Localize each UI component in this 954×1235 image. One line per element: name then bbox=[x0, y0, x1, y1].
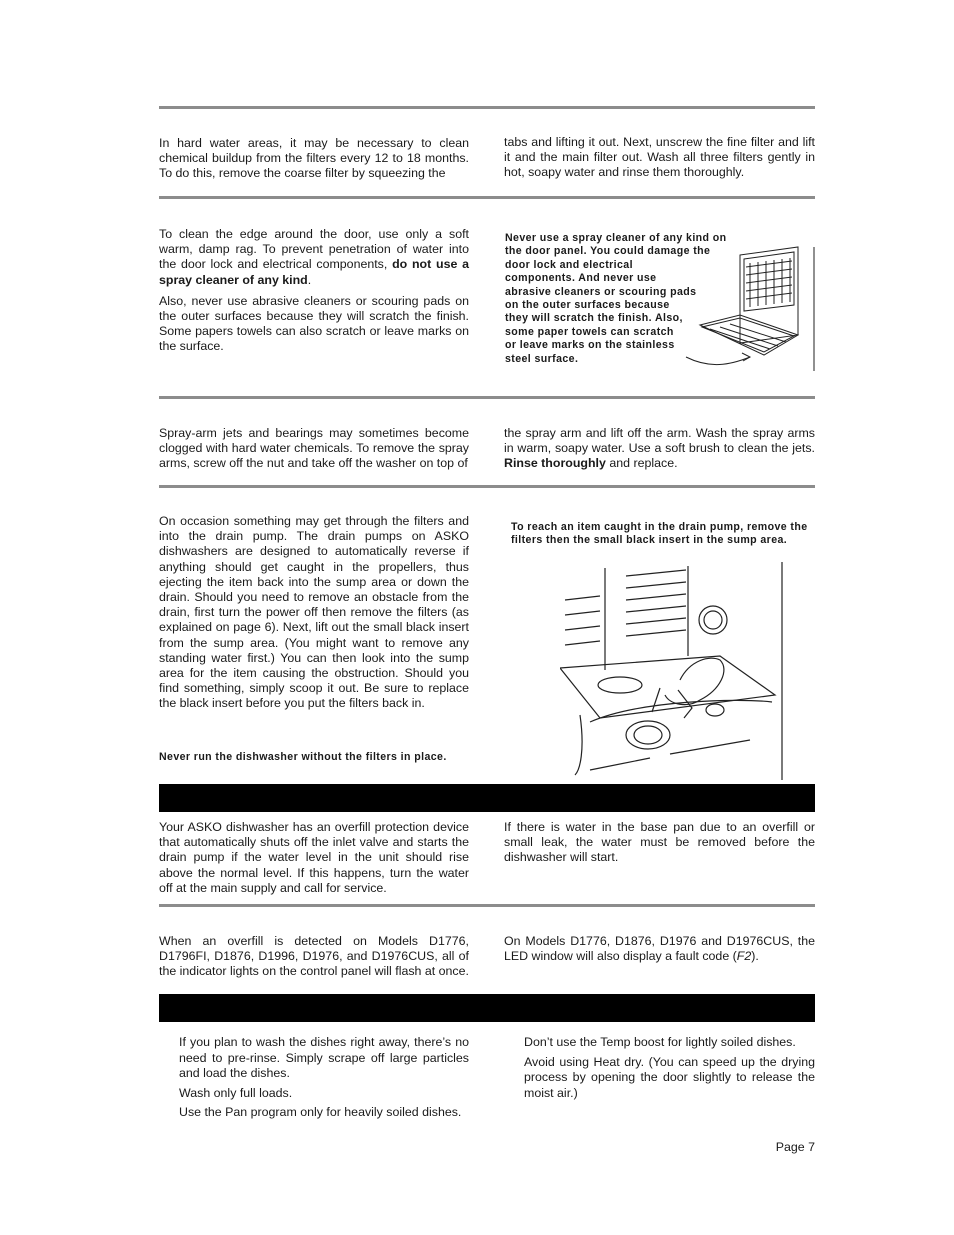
spray-arm-paragraph-left: Spray-arm jets and bearings may sometimes become clogged with hard water chemicals. To remove the spray arms, screw off the nut and take off the washer on top of bbox=[159, 426, 469, 471]
filters-paragraph-right: tabs and lifting it out. Next, unscrew the fine filter and lift it and the main filter out. Wash all three filters gently in hot, soapy water and rinse them thoroughly. bbox=[504, 135, 815, 180]
drain-pump-warning: Never run the dishwasher without the filters in place. bbox=[159, 751, 447, 763]
overfill-paragraph-right: If there is water in the base pan due to an overfill or small leak, the water must be removed before the dishwasher will start. bbox=[504, 820, 815, 865]
filters-text-left bbox=[159, 136, 469, 188]
overfill-text-left bbox=[159, 820, 469, 902]
tip-item: Wash only full loads. bbox=[179, 1085, 293, 1100]
section-rule-drain-pump bbox=[159, 485, 815, 488]
overfill-text-right bbox=[504, 820, 815, 872]
models-text-right bbox=[504, 934, 815, 970]
door-note: Never use a spray cleaner of any kind on the door panel. You could damage the door lock and electrical components. And never use abrasive cleaners or scouring pads on the outer surfaces because they will scratch the finish. Also, some paper towels can scratch or leave marks on the stainless steel surface. bbox=[505, 232, 727, 365]
sump-illustration bbox=[560, 560, 786, 782]
section-bar-overfill bbox=[159, 784, 815, 812]
overfill-paragraph-left: Your ASKO dishwasher has an overfill protection device that automatically shuts off the inlet valve and starts the drain pump if the water level in the unit should rise above the normal level. If this happens, turn the water off at the main supply and call for service. bbox=[159, 820, 469, 895]
tips-list-right bbox=[524, 1035, 815, 1105]
tip-item: Don’t use the Temp boost for lightly soiled dishes. bbox=[524, 1035, 796, 1049]
spray-arm-text-right bbox=[504, 426, 815, 478]
door-paragraph-2: Also, never use abrasive cleaners or scouring pads on the outer surfaces because they will scratch the finish. Some papers towels can also scratch or leave marks on the surface. bbox=[159, 293, 469, 354]
tip-item: If you plan to wash the dishes right away, there’s no need to pre-rinse. Simply scrape off large particles and load the dishes. bbox=[179, 1035, 469, 1081]
tips-list-left bbox=[179, 1035, 469, 1125]
spray-arm-paragraph-right: the spray arm and lift off the arm. Wash the spray arms in warm, soapy water. Use a soft brush to clean the jets. Rinse thoroughly and replace. bbox=[504, 426, 815, 471]
section-bar-tips bbox=[159, 994, 815, 1022]
spray-arm-text-left bbox=[159, 426, 469, 478]
models-paragraph-left: When an overfill is detected on Models D1776, D1796FI, D1876, D1996, D1976, and D1976CUS, all of the indicator lights on the control panel will flash at once. bbox=[159, 934, 469, 979]
dishwasher-illustration bbox=[680, 245, 818, 373]
section-rule-filters bbox=[159, 106, 815, 109]
models-paragraph-right: On Models D1776, D1876, D1976 and D1976CUS, the LED window will also display a fault code (F2). bbox=[504, 934, 815, 964]
filters-paragraph-left: In hard water areas, it may be necessary to clean chemical buildup from the filters every 12 to 18 months. To do this, remove the coarse filter by squeezing the bbox=[159, 136, 469, 181]
section-rule-door bbox=[159, 196, 815, 199]
page-number: Page 7 bbox=[775, 1140, 815, 1154]
section-rule-models bbox=[159, 904, 815, 907]
section-rule-spray-arm bbox=[159, 396, 815, 399]
tip-item: Avoid using Heat dry. (You can speed up the drying process by opening the door slightly to release the moist air.) bbox=[524, 1054, 815, 1100]
filters-text-right bbox=[504, 135, 815, 187]
door-paragraph-1: To clean the edge around the door, use only a soft warm, damp rag. To prevent penetration of water into the door lock and electrical components, do not use a spray cleaner of any kind. bbox=[159, 227, 469, 287]
door-text bbox=[159, 227, 469, 361]
drain-pump-paragraph: On occasion something may get through the filters and into the drain pump. The drain pumps on ASKO dishwashers are designed to automatically reverse if anything should get caught in the propellers, thus ejecting the item back into the sump area or down the drain. Should you need to remove an obstacle from the drain, first turn the power off then remove the filters (as explained on page 6). Next, lift out the small black insert from the sump area. (You might want to remove any standing water first.) You can then look into the sump area for the item causing the obstruction. Should you find something, simply scoop it out. Be sure to replace the black insert before you put the filters back in. bbox=[159, 514, 469, 711]
models-text-left bbox=[159, 934, 469, 986]
drain-pump-note: To reach an item caught in the drain pump, remove the filters then the small black insert in the sump area. bbox=[511, 521, 808, 547]
drain-pump-text bbox=[159, 514, 469, 718]
tip-item: Use the Pan program only for heavily soiled dishes. bbox=[179, 1105, 462, 1120]
